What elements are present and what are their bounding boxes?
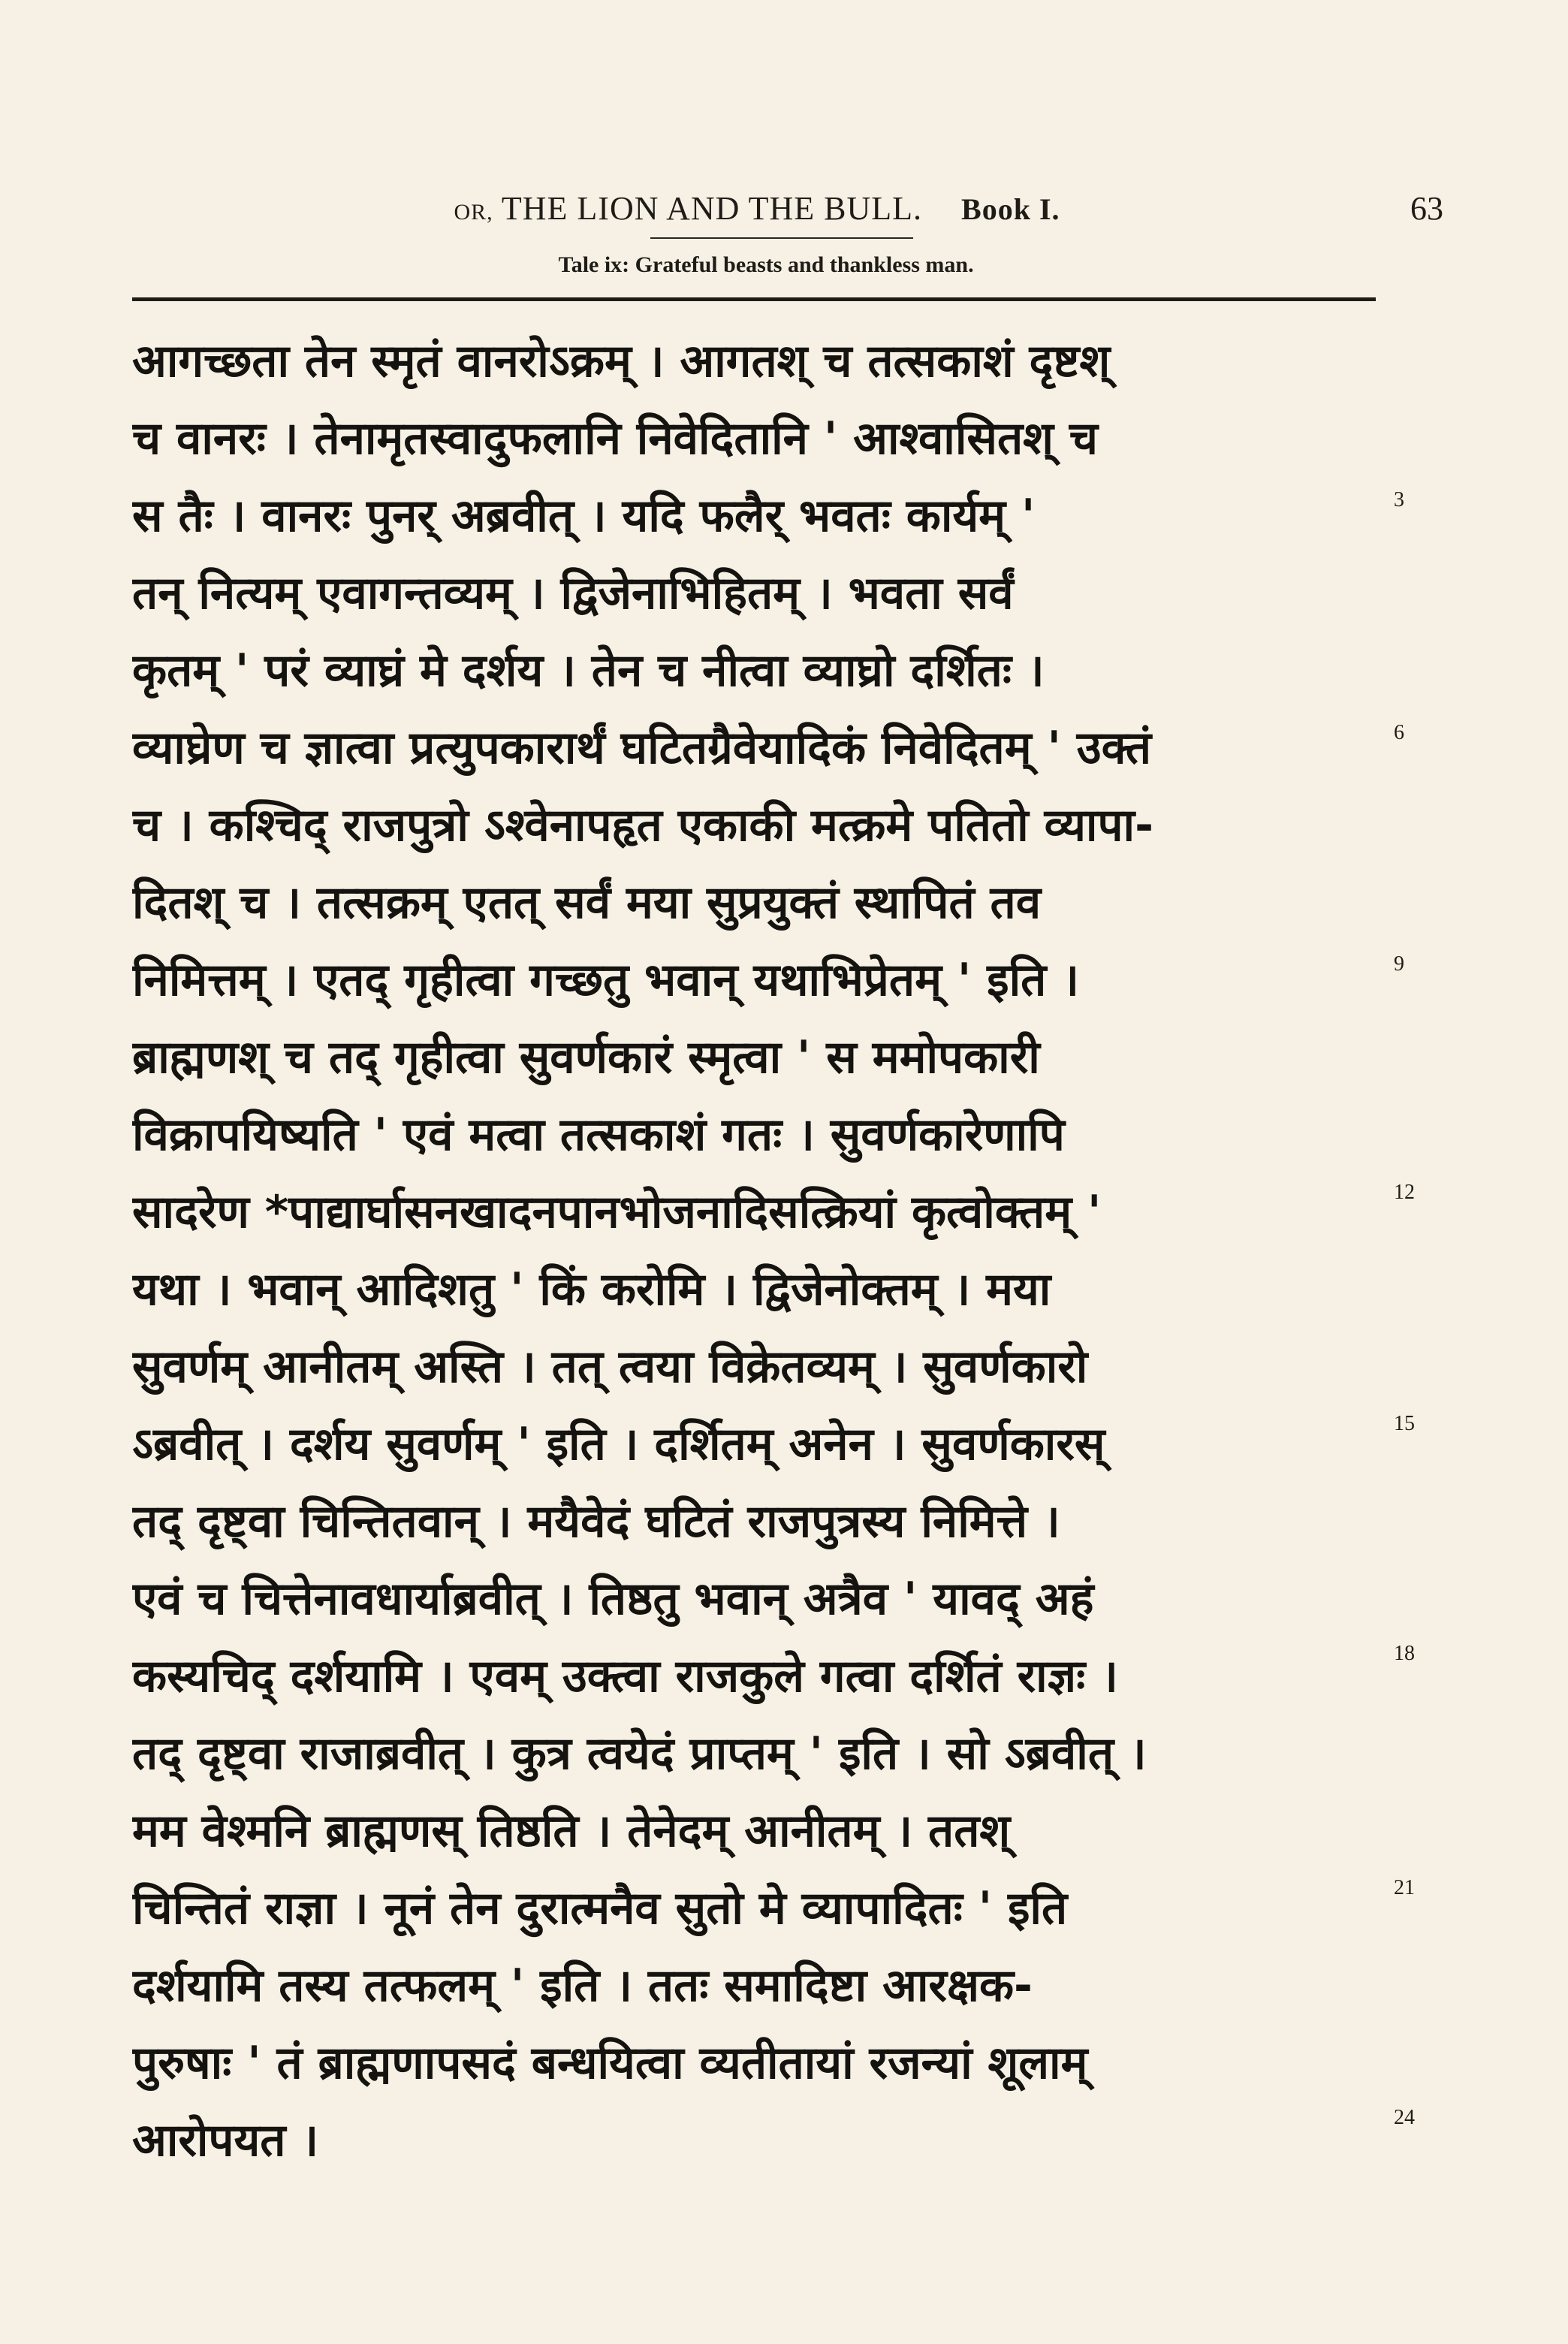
text-line: आरोपयत । — [132, 2114, 319, 2167]
text-line: सादरेण *पाद्यार्घासनखादनपानभोजनादिसत्क्रियां कृत्वोक्तम् ' — [132, 1186, 1102, 1238]
text-line: पुरुषाः ' तं ब्राह्मणापसदं बन्धयित्वा व्यतीतायां रजन्यां शूलाम् — [132, 2037, 1088, 2089]
sanskrit-text-body — [132, 323, 1379, 2180]
text-line: मम वेश्मनि ब्राह्मणस् तिष्ठति । तेनेदम् आनीतम् । ततश् — [132, 1805, 1011, 1857]
tale-subtitle: Tale ix: Grateful beasts and thankless man. — [558, 252, 974, 277]
text-line: दितश् च । तत्सक्रम् एतत् सर्वं मया सुप्रयुक्तं स्थापितं तव — [132, 876, 1042, 929]
text-line: विक्रापयिष्यति ' एवं मत्वा तत्सकाशं गतः । सुवर्णकारेणापि — [132, 1109, 1065, 1161]
line-number: 18 — [1394, 1642, 1415, 1665]
text-line: तन् नित्यम् एवागन्तव्यम् । द्विजेनाभिहितम् । भवता सर्वं — [132, 567, 1014, 620]
running-head — [366, 189, 1147, 228]
header-rule — [132, 297, 1376, 301]
text-line: कस्यचिद् दर्शयामि । एवम् उक्त्वा राजकुले गत्वा दर्शितं राज्ञः । — [132, 1650, 1118, 1703]
text-line: सुवर्णम् आनीतम् अस्ति । तत् त्वया विक्रेतव्यम् । सुवर्णकारो — [132, 1341, 1088, 1393]
page-number: 63 — [1410, 190, 1443, 227]
line-number: 12 — [1394, 1181, 1415, 1204]
text-line: चिन्तितं राज्ञा । नूनं तेन दुरात्मनैव सुतो मे व्यापादितः ' इति — [132, 1882, 1068, 1935]
running-head-title: THE LION AND THE BULL. — [501, 190, 923, 227]
text-line: च वानरः । तेनामृतस्वादुफलानि निवेदितानि ' आश्वासितश् च — [132, 412, 1098, 465]
text-line: तद् दृष्ट्वा राजाब्रवीत् । कुत्र त्वयेदं प्राप्तम् ' इति । सो ऽब्रवीत् । — [132, 1727, 1147, 1780]
text-line: निमित्तम् । एतद् गृहीत्वा गच्छतु भवान् यथाभिप्रेतम् ' इति । — [132, 954, 1079, 1006]
text-line: ऽब्रवीत् । दर्शय सुवर्णम् ' इति । दर्शितम् अनेन । सुवर्णकारस् — [132, 1418, 1105, 1471]
text-line: यथा । भवान् आदिशतु ' किं करोमि । द्विजेनोक्तम् । मया — [132, 1263, 1051, 1316]
text-line: आगच्छता तेन स्मृतं वानरोऽक्रम् । आगतश् च तत्सकाशं दृष्टश् — [132, 335, 1111, 388]
line-number: 3 — [1394, 488, 1404, 511]
line-number: 6 — [1394, 721, 1404, 744]
running-head-or: OR, — [454, 200, 493, 225]
text-line: कृतम् ' परं व्याघ्रं मे दर्शय । तेन च नीत्वा व्याघ्रो दर्शितः । — [132, 644, 1045, 697]
text-line: व्याघ्रेण च ज्ञात्वा प्रत्युपकारार्थं घटितग्रैवेयादिकं निवेदितम् ' उक्तं — [132, 722, 1152, 774]
header-short-rule — [650, 237, 913, 239]
line-number: 9 — [1394, 952, 1404, 976]
text-line: दर्शयामि तस्य तत्फलम् ' इति । ततः समादिष्टा आरक्षक- — [132, 1959, 1033, 2012]
line-number: 24 — [1394, 2106, 1415, 2129]
text-line: स तैः । वानरः पुनर् अब्रवीत् । यदि फलैर् भवतः कार्यम् ' — [132, 490, 1036, 542]
line-number: 21 — [1394, 1876, 1415, 1899]
book-reference: Book I. — [961, 192, 1060, 226]
text-line: ब्राह्मणश् च तद् गृहीत्वा सुवर्णकारं स्मृत्वा ' स ममोपकारी — [132, 1031, 1040, 1084]
text-line: तद् दृष्ट्वा चिन्तितवान् । मयैवेदं घटितं राजपुत्रस्य निमित्ते । — [132, 1495, 1060, 1548]
text-line: च । कश्चिद् राजपुत्रो ऽश्वेनापहृत एकाकी मत्क्रमे पतितो व्यापा- — [132, 799, 1153, 852]
line-number: 15 — [1394, 1412, 1415, 1435]
text-line: एवं च चित्तेनावधार्याब्रवीत् । तिष्ठतु भवान् अत्रैव ' यावद् अहं — [132, 1573, 1094, 1625]
